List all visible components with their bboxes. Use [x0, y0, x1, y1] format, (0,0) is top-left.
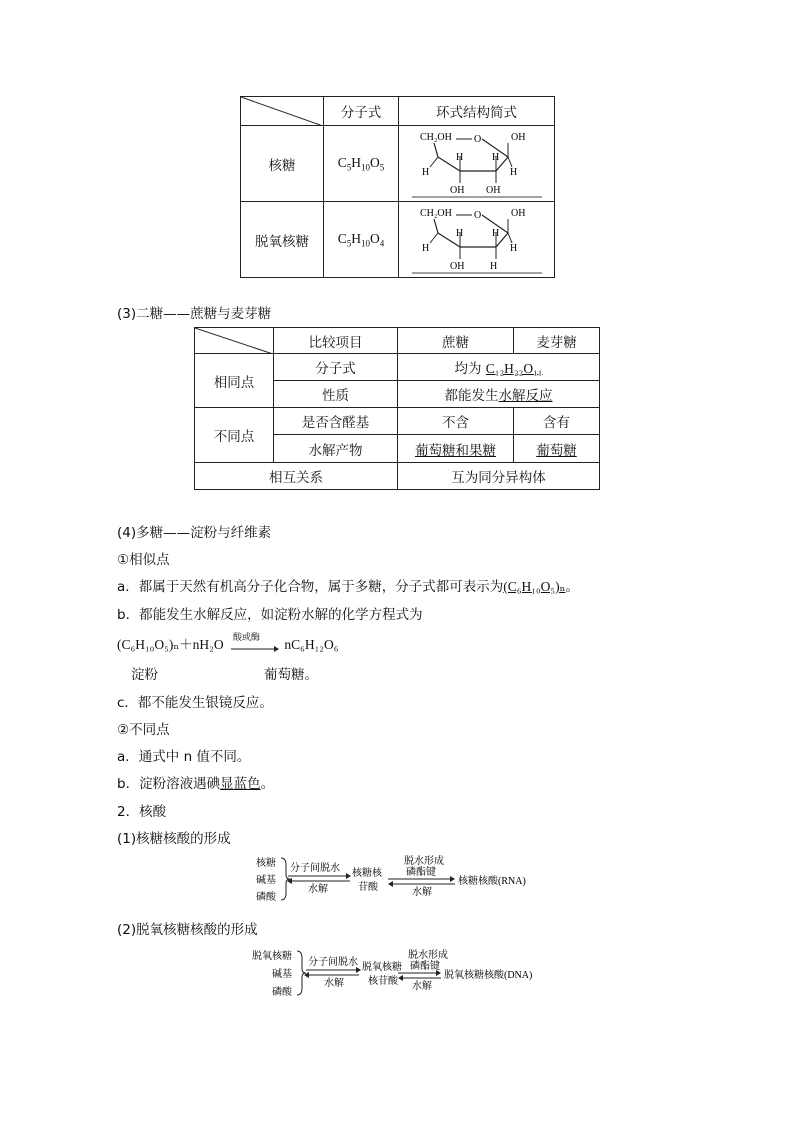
catalyst-arrow [229, 632, 279, 653]
aldehyde-sucrose: 不含 [398, 408, 514, 435]
svg-text:水解: 水解 [412, 887, 432, 898]
svg-text:O: O [473, 209, 481, 221]
polysaccharide-formula: (C₆H₁₀O₅)ₙ [503, 579, 566, 594]
nucleic-acid-heading: 2．核酸 [117, 804, 167, 820]
svg-text:分子间脱水: 分子间脱水 [308, 957, 358, 968]
svg-text:脱氧核糖: 脱氧核糖 [362, 962, 402, 973]
formula-ribose: $C_5H_{10}O_5$ [324, 126, 399, 202]
svg-text:磷酯键: 磷酯键 [410, 961, 440, 972]
dna-subheading: (2)脱氧核糖核酸的形成 [117, 922, 258, 938]
relation-label: 相互关系 [195, 463, 398, 490]
svg-text:OH: OH [485, 184, 500, 196]
svg-text:H: H [421, 242, 429, 254]
svg-text:磷酯键: 磷酯键 [406, 867, 436, 878]
diff-label: 不同点 [195, 408, 274, 463]
svg-text:OH: OH [449, 260, 464, 272]
disaccharide-table [194, 327, 600, 490]
equation-right: nC₆H₁₂O₆ [284, 637, 339, 652]
ring-oxygen-label: O [473, 133, 481, 145]
ribose-structure [399, 126, 555, 202]
svg-text:核糖核: 核糖核 [352, 868, 382, 879]
equation-left: (C₆H₁₀O₅)ₙ＋nH₂O [117, 637, 224, 652]
svg-text:H: H [509, 166, 517, 178]
rna-formation-scheme [252, 855, 552, 905]
svg-text:核糖核酸(RNA): 核糖核酸(RNA) [458, 876, 526, 887]
similar-c: c．都不能发生银镜反应。 [117, 695, 273, 711]
svg-text:脱氧核糖核酸(DNA): 脱氧核糖核酸(DNA) [444, 970, 533, 981]
svg-text:水解: 水解 [308, 884, 328, 895]
svg-text:碱基: 碱基 [256, 875, 276, 886]
relation-value: 互为同分异构体 [398, 463, 600, 490]
svg-text:OH: OH [510, 207, 525, 219]
row-name-deoxyribose: 脱氧核糖 [241, 202, 324, 278]
hydrolysis-sucrose: 葡萄糖和果糖 [398, 435, 514, 463]
diagonal-header-cell [195, 328, 274, 354]
diagonal-line [241, 97, 323, 126]
svg-text:苷酸: 苷酸 [358, 882, 378, 893]
deoxyribose-structure [399, 202, 555, 278]
svg-text:水解: 水解 [324, 978, 344, 989]
svg-text:脱水形成: 脱水形成 [408, 950, 448, 961]
ribose-ring-diagram [412, 129, 542, 199]
similar-a: a．都属于天然有机高分子化合物，属于多糖，分子式都可表示为(C₆H₁₀O₅)ₙ。 [117, 579, 579, 595]
svg-text:H: H [421, 166, 429, 178]
svg-text:OH: OH [449, 184, 464, 196]
svg-text:核糖: 核糖 [256, 858, 276, 869]
hydrolysis-item: 水解产物 [274, 435, 398, 463]
header-sucrose: 蔗糖 [398, 328, 514, 354]
aldehyde-item: 是否含醛基 [274, 408, 398, 435]
svg-text:磷酸: 磷酸 [272, 987, 292, 998]
svg-text:H: H [489, 260, 497, 272]
blue-color-value: 显蓝色 [220, 776, 261, 792]
rna-subheading: (1)核糖核酸的形成 [117, 831, 231, 847]
header-structure: 环式结构简式 [399, 97, 555, 126]
similar-b: b．都能发生水解反应，如淀粉水解的化学方程式为 [117, 607, 423, 623]
under-glucose: 葡萄糖。 [264, 667, 318, 683]
property-value-cell: 都能发生水解反应 [398, 381, 600, 408]
svg-text:脱氧核糖: 脱氧核糖 [252, 951, 292, 962]
header-formula: 分子式 [324, 97, 399, 126]
svg-text:分子间脱水: 分子间脱水 [290, 863, 340, 874]
svg-text:CH₂OH: CH₂OH [419, 207, 452, 219]
svg-text:水解: 水解 [412, 981, 432, 992]
property-value: 水解反应 [498, 388, 553, 404]
diagonal-header-cell [241, 97, 324, 126]
formula-value: C₁₂H₂₂O₁₁ [485, 361, 543, 376]
svg-text:脱水形成: 脱水形成 [404, 856, 444, 867]
catalyst-label: 酸或酶 [233, 632, 261, 643]
diff-b: b．淀粉溶液遇碘显蓝色。 [117, 776, 275, 792]
svg-text:H: H [455, 151, 463, 163]
formula-value-cell: 均为 C₁₂H₂₂O₁₁ [398, 354, 600, 381]
header-maltose: 麦芽糖 [514, 328, 600, 354]
svg-text:核苷酸: 核苷酸 [368, 976, 398, 987]
oh-label-right: OH [510, 131, 525, 143]
svg-text:磷酸: 磷酸 [256, 892, 276, 903]
svg-text:H: H [491, 151, 499, 163]
hydrolysis-maltose: 葡萄糖 [514, 435, 600, 463]
svg-text:H: H [509, 242, 517, 254]
row-name-ribose: 核糖 [241, 126, 324, 202]
property-item: 性质 [274, 381, 398, 408]
svg-text:H: H [455, 227, 463, 239]
ch2oh-label: CH₂OH [419, 131, 452, 143]
svg-text:碱基: 碱基 [272, 969, 292, 980]
under-starch: 淀粉 [131, 667, 158, 683]
diff-a: a．通式中 n 值不同。 [117, 749, 251, 765]
svg-text:H: H [491, 227, 499, 239]
pentose-table [240, 96, 555, 278]
similar-heading: ①相似点 [117, 552, 170, 568]
header-compare-item: 比较项目 [274, 328, 398, 354]
section3-heading: (3)二糖——蔗糖与麦芽糖 [117, 306, 272, 322]
hydrolysis-equation [117, 633, 338, 653]
section4-heading: (4)多糖——淀粉与纤维素 [117, 525, 272, 541]
dna-formation-scheme [252, 948, 562, 1000]
diff-heading: ②不同点 [117, 722, 170, 738]
same-label: 相同点 [195, 354, 274, 408]
deoxyribose-ring-diagram [412, 205, 542, 275]
formula-deoxyribose: $C_5H_{10}O_4$ [324, 202, 399, 278]
aldehyde-maltose: 含有 [514, 408, 600, 435]
formula-item: 分子式 [274, 354, 398, 381]
